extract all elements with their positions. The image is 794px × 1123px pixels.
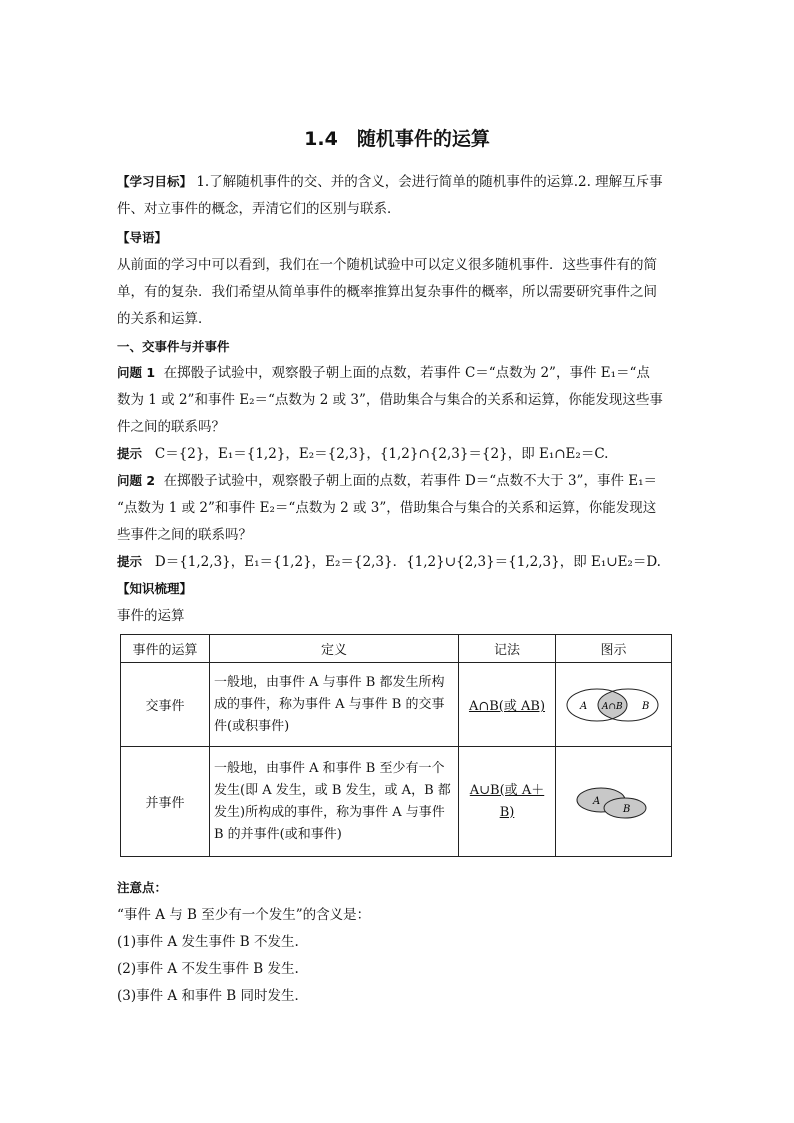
q2-text-1: 在掷骰子试验中，观察骰子朝上面的点数，若事件 D＝“点数不大于 3”，事件 E₁＝ [163,473,658,489]
notes-item-3: (3)事件 A 和事件 B 同时发生． [117,988,308,1004]
def-line: 发生(即 A 发生，或 B 发生，或 A，B 都 [214,782,451,798]
venn-label-b: B [622,803,630,815]
notes-item-1: (1)事件 A 发生事件 B 不发生. [117,934,299,950]
notes-intro: “事件 A 与 B 至少有一个发生”的含义是： [117,907,371,923]
operations-table [120,634,672,857]
venn-union-diagram [569,780,659,824]
hint1-label: 提示 [117,446,143,461]
q2-label: 问题 2 [117,473,156,488]
row-union-diagram [556,747,672,857]
q2-line-2: “点数为 1 或 2”和事件 E₂＝“点数为 2 或 3”，借助集合与集合的关系和运算，你能发现这 [117,500,657,516]
venn-intersection-diagram [564,682,664,728]
notes-item-2: (2)事件 A 不发生事件 B 发生. [117,961,299,977]
q2-line-1 [117,471,677,491]
row-union-definition [210,747,459,857]
header-definition: 定义 [210,635,459,663]
row-intersection-diagram [556,663,672,747]
venn-label-b: B [641,700,649,712]
objectives-text-1: 1.了解随机事件的交、并的含义，会进行简单的随机事件的运算.2. 理解互斥事 [196,174,663,190]
q1-label: 问题 1 [117,365,156,380]
hint2 [117,552,677,572]
header-operation: 事件的运算 [121,635,210,663]
hint2-text: D＝{1,2,3}，E₁＝{1,2}，E₂＝{2,3}．{1,2}∪{2,3}＝{1,2,3}，即 E₁∪E₂＝D. [154,554,661,570]
venn-label-a: A [579,700,587,712]
def-line: 一般地，由事件 A 和事件 B 至少有一个 [214,760,445,776]
header-diagram: 图示 [556,635,672,663]
table-header-row [121,635,672,663]
row-intersection-notation [459,663,556,747]
page-title: 1.4 随机事件的运算 [304,128,490,150]
notation-text: A∩B(或 AB) [468,699,546,714]
q1-line-1 [117,363,677,383]
notation-text-line-1: A∪B(或 A＋ [469,782,545,798]
header-notation: 记法 [459,635,556,663]
intro-label: 【导语】 [117,230,168,245]
table-row [121,747,672,857]
q1-line-2: 数为 1 或 2”和事件 E₂＝“点数为 2 或 3”，借助集合与集合的关系和运算，你能发现这些事 [117,392,663,408]
intro-line-1: 从前面的学习中可以看到，我们在一个随机试验中可以定义很多随机事件．这些事件有的简 [117,257,657,273]
def-line: 发生)所构成的事件，称为事件 A 与事件 [214,804,445,820]
section-heading: 一、交事件与并事件 [117,339,230,354]
q1-line-3: 件之间的联系吗？ [117,419,225,435]
intro-line-3: 的关系和运算． [117,311,212,327]
row-union-notation [459,747,556,857]
notation-text-line-2: B) [499,804,515,820]
table-caption: 事件的运算 [117,608,185,624]
hint1-text: C＝{2}，E₁＝{1,2}，E₂＝{2,3}，{1,2}∩{2,3}＝{2}，即 E₁∩E₂＝C. [154,446,609,462]
notes-label: 注意点： [117,880,168,895]
q2-line-3: 些事件之间的联系吗？ [117,527,252,543]
knowledge-label: 【知识梳理】 [117,581,193,596]
row-union-name: 并事件 [121,747,210,857]
venn-label-ab: A∩B [601,701,623,712]
objectives-text-2: 件、对立事件的概念，弄清它们的区别与联系． [117,201,401,217]
def-line: 一般地，由事件 A 与事件 B 都发生所构 [214,674,445,690]
objectives-line-1 [117,172,677,192]
def-line: 件(或积事件) [214,718,290,734]
row-intersection-definition [210,663,459,747]
hint2-label: 提示 [117,554,143,569]
row-intersection-name: 交事件 [121,663,210,747]
def-line: 成的事件，称为事件 A 与事件 B 的交事 [214,696,445,712]
q1-text-1: 在掷骰子试验中，观察骰子朝上面的点数，若事件 C＝“点数为 2”，事件 E₁＝“点 [163,365,650,381]
def-line: B 的并事件(或和事件) [214,826,342,842]
hint1 [117,444,677,464]
venn-label-a: A [592,795,600,807]
intro-line-2: 单，有的复杂．我们希望从简单事件的概率推算出复杂事件的概率，所以需要研究事件之间 [117,284,657,300]
objectives-label: 【学习目标】 [117,174,193,189]
table-row [121,663,672,747]
